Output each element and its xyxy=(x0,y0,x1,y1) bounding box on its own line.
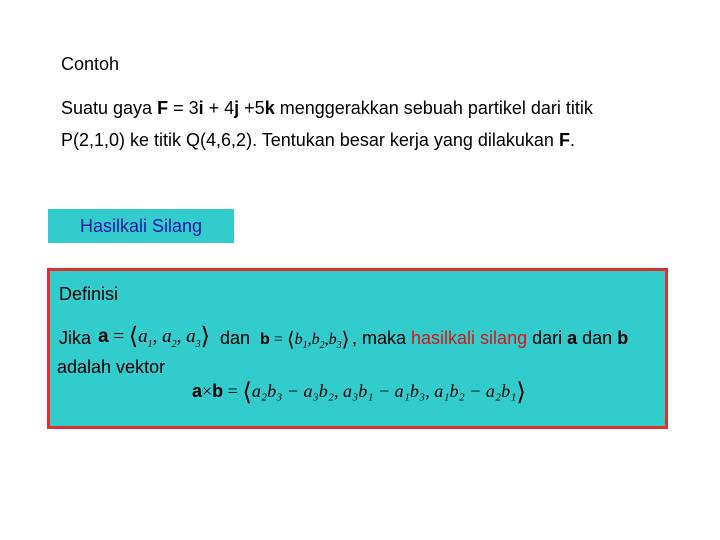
vec-b-symbol: b xyxy=(260,331,270,348)
vec-a-close-angle: ⟩ xyxy=(200,324,210,350)
vector-b-formula xyxy=(260,330,349,351)
problem-end: . xyxy=(569,130,575,150)
force-vector-F-2: F xyxy=(558,130,570,150)
vec-b-s2: 2 xyxy=(319,340,325,352)
vec-a-s1: 1 xyxy=(147,338,153,350)
vec-b-c2: b xyxy=(311,331,320,348)
definition-dari: dari xyxy=(527,328,568,348)
definition-jika: Jika xyxy=(59,328,92,348)
vector-a-formula xyxy=(98,326,210,350)
definition-maka-line xyxy=(352,328,628,349)
cross-b: b xyxy=(212,381,224,401)
definition-heading: Definisi xyxy=(59,284,119,304)
vec-a-c1: a xyxy=(138,326,148,347)
unit-vector-i: i xyxy=(198,98,204,118)
vec-a-c3: a xyxy=(186,326,196,347)
cross-close-angle: ⟩ xyxy=(516,379,526,406)
vec-b-c1: b xyxy=(294,331,303,348)
problem-statement xyxy=(61,92,661,156)
cross-comma-2: , xyxy=(425,381,435,401)
vec-a-comma-2: , xyxy=(176,326,187,347)
vec-a-equals: = xyxy=(108,326,129,347)
definition-b: b xyxy=(617,328,629,348)
vec-b-close-angle: ⟩ xyxy=(341,329,350,351)
vec-b-comma-2: , xyxy=(324,331,329,348)
definition-term: hasilkali silang xyxy=(411,328,528,348)
problem-mid-2: +5 xyxy=(239,98,265,118)
unit-vector-j: j xyxy=(234,98,240,118)
definition-a: a xyxy=(567,328,578,348)
vec-b-s3: 3 xyxy=(336,340,342,352)
cross-times: × xyxy=(202,381,213,401)
cross-term-1: a₂b₃ − a₃b₂ xyxy=(251,381,334,401)
definition-maka: , maka xyxy=(352,328,412,348)
problem-text-1: Suatu gaya xyxy=(61,98,158,118)
problem-eq: = 3 xyxy=(168,98,199,118)
definition-dan-2: dan xyxy=(577,328,618,348)
section-tab-cross-product: Hasilkali Silang xyxy=(48,209,234,243)
unit-vector-k: k xyxy=(264,98,275,118)
problem-mid-1: + 4 xyxy=(203,98,235,118)
vec-b-comma-1: , xyxy=(307,331,312,348)
vec-b-equals: = xyxy=(269,331,287,348)
force-vector-F: F xyxy=(157,98,169,118)
vec-a-s2: 2 xyxy=(171,338,177,350)
cross-a: a xyxy=(192,381,203,401)
cross-product-formula xyxy=(192,381,526,405)
vec-b-c3: b xyxy=(328,331,337,348)
vec-a-symbol: a xyxy=(98,326,109,347)
definition-dan: dan xyxy=(220,328,251,348)
vec-a-open-angle: ⟨ xyxy=(128,324,139,350)
definition-vektor: adalah vektor xyxy=(57,357,166,377)
cross-equals: = xyxy=(223,381,243,401)
cross-term-2: a₃b₁ − a₁b₃ xyxy=(343,381,426,401)
vec-a-s3: 3 xyxy=(195,338,201,350)
problem-text-2: menggerakkan sebuah partikel dari titik P(2,1,0) ke titik Q(4,6,2). Tentukan besar kerja yang dilakukan xyxy=(61,98,593,150)
cross-open-angle: ⟨ xyxy=(242,379,252,406)
vec-b-open-angle: ⟨ xyxy=(286,329,295,351)
vec-a-comma-1: , xyxy=(152,326,163,347)
vec-b-s1: 1 xyxy=(302,340,308,352)
cross-term-3: a₁b₂ − a₂b₁ xyxy=(434,381,517,401)
cross-comma-1: , xyxy=(334,381,343,401)
example-title: Contoh xyxy=(61,54,120,74)
vec-a-c2: a xyxy=(162,326,172,347)
definition-box xyxy=(47,268,668,429)
